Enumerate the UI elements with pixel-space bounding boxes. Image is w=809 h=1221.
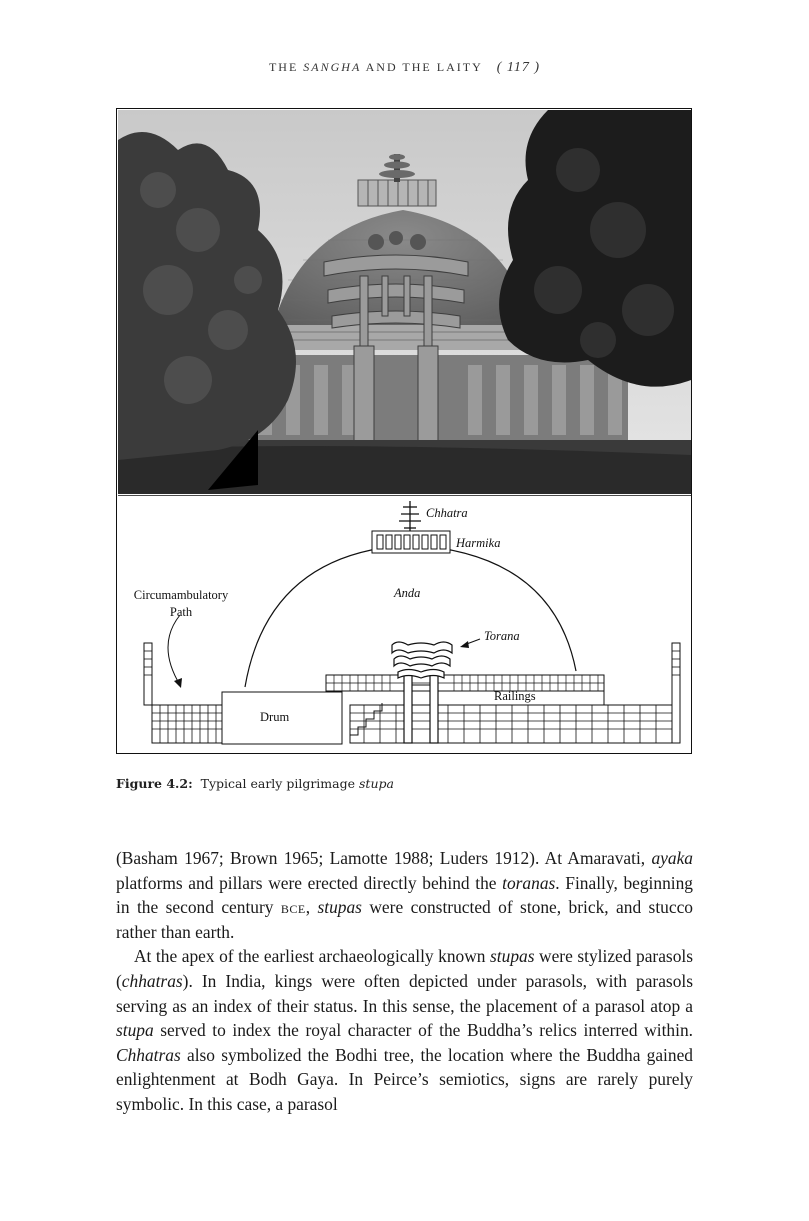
caption-italic: stupa [359,776,394,791]
p2-text-3: ). In India, kings were often depicted under parasols, with parasols serving as an index of their status. In this sense, the placement of a parasol atop a [116,970,693,1016]
label-drum: Drum [260,710,290,724]
p1-text-3: . Finally, beginning in the second century [116,872,694,918]
p2-text-1: At the apex of the earliest archaeologically known [134,946,491,967]
p2-chhatras-cap: Chhatras [116,1044,181,1065]
p2-text-5: also symbolized the Bodhi tree, the location where the Buddha gained enlightenment at Bodh Gaya. In Peirce’s semiotics, signs are rarely purely symbolic. In this case, a parasol [116,1044,693,1114]
label-chhatra: Chhatra [426,506,468,520]
p2-stupa: stupa [116,1020,154,1041]
page-number: ( 117 ) [496,60,541,75]
p1-text-4: , [305,897,318,918]
running-head [0,60,809,76]
stupa-diagram [118,495,691,753]
label-anda: Anda [394,586,421,600]
label-path: Path [169,605,193,619]
figure-caption [116,776,394,791]
label-circumambulatory: Circumambulatory [133,588,229,602]
p1-text-1: (Basham 1967; Brown 1965; Lamotte 1988; Luders 1912). At Amaravati, [116,848,652,868]
p2-stupas: stupas [490,946,535,967]
figure-4-2 [116,108,692,754]
label-harmika: Harmika [456,536,501,550]
caption-label: Figure 4.2: [116,776,193,791]
p2-text-2: were stylized parasols ( [116,946,693,991]
label-railings: Railings [494,689,536,703]
p1-text-2: platforms and pillars were erected directly behind the [116,872,503,893]
p1-toranas: toranas [502,872,556,893]
running-head-sangha: SANGHA [303,60,362,74]
p2-chhatras: chhatras [121,970,183,991]
paragraph-2 [116,944,693,1116]
running-head-pre: THE [268,60,304,74]
caption-text: Typical early pilgrimage [200,776,359,791]
p1-text-5: were constructed of stone, brick, and stucco rather than earth. [116,897,693,942]
body-text [116,846,693,1117]
p1-stupas: stupas [317,897,362,918]
p1-bce: bce [280,897,306,918]
paragraph-1 [116,846,693,944]
label-torana: Torana [484,629,520,643]
running-head-post: AND THE LAITY [361,60,483,74]
p2-text-4: served to index the royal character of the Buddha’s relics interred within. [153,1020,693,1041]
p1-ayaka: ayaka [651,848,693,868]
stupa-photograph [118,110,691,494]
